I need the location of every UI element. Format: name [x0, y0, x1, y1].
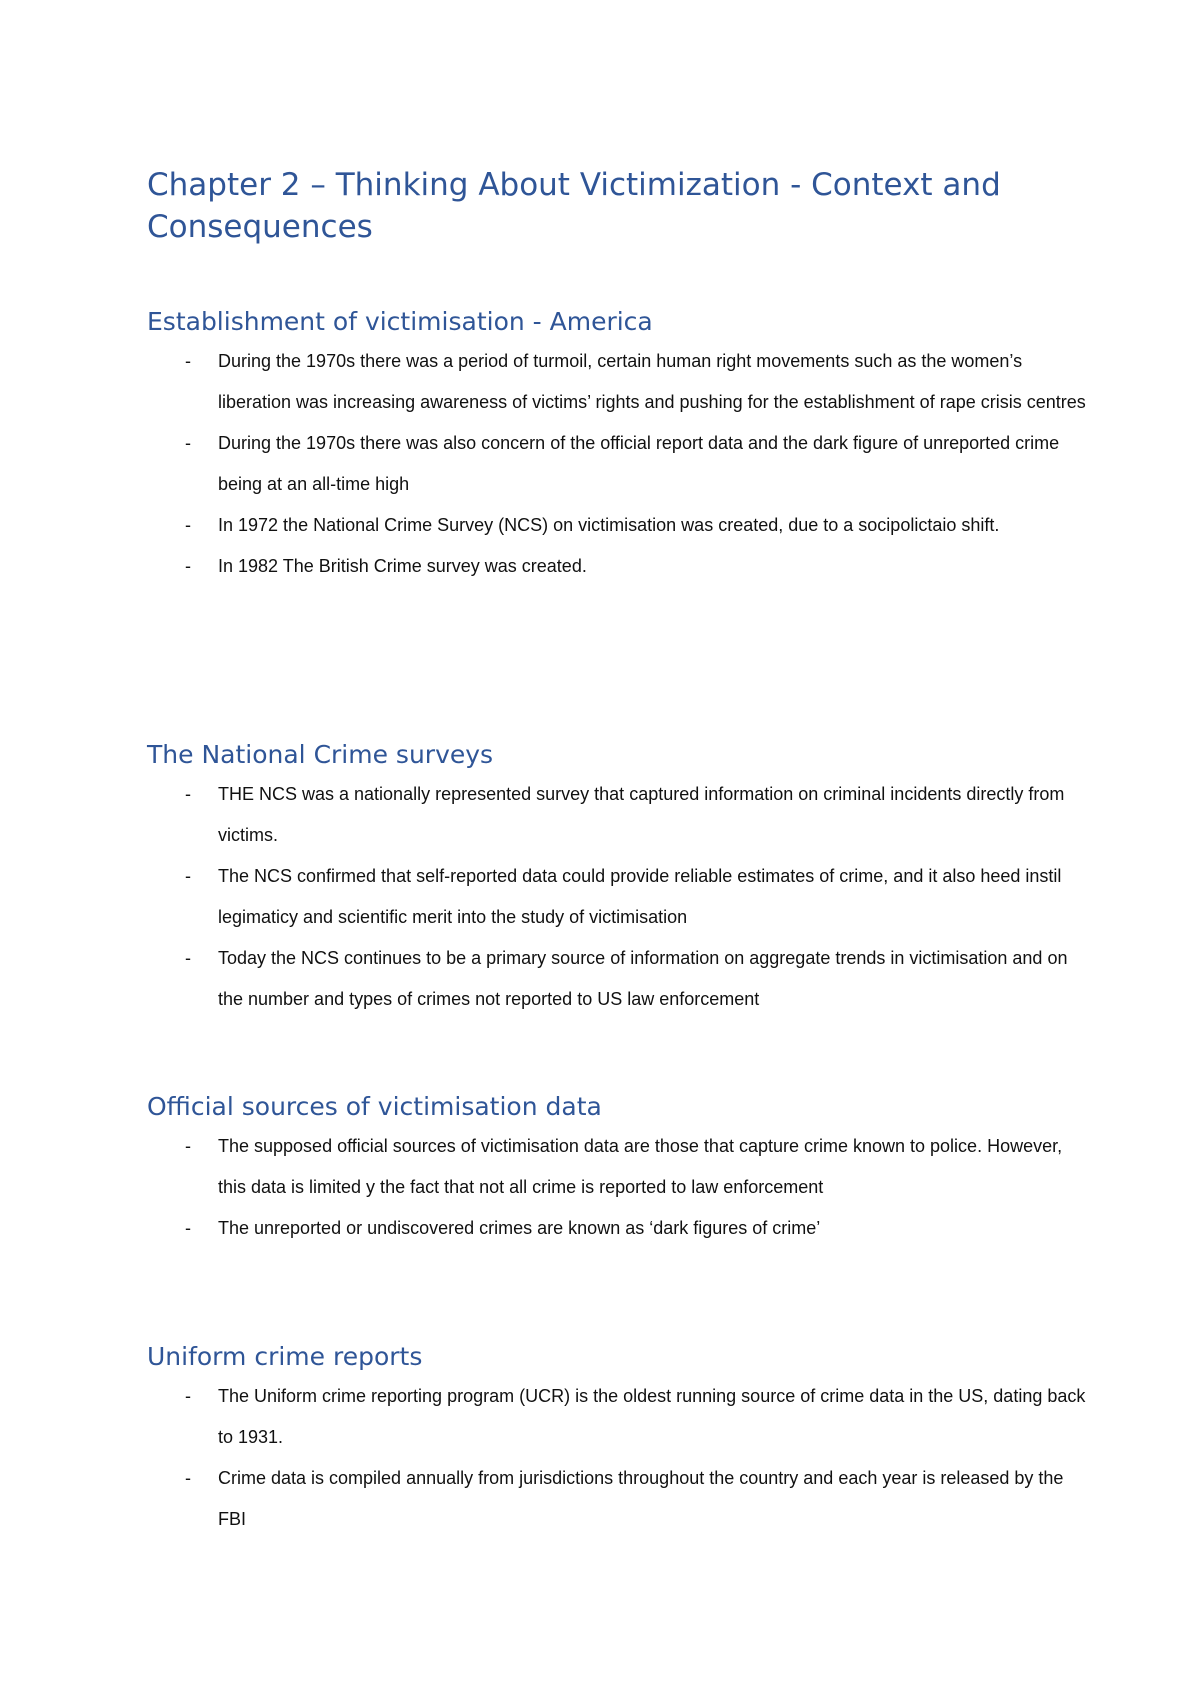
- bullet-text: During the 1970s there was also concern of the official report data and the dark figure of unreported crime being at an all-time high: [218, 433, 1060, 494]
- bullet-dash: -: [185, 351, 191, 371]
- bullet-text: THE NCS was a nationally represented survey that captured information on criminal incidents directly from victims.: [218, 784, 1065, 845]
- section-official-sources: [147, 1092, 1087, 1249]
- bullet-item: [147, 546, 1087, 587]
- bullet-text: In 1972 the National Crime Survey (NCS) on victimisation was created, due to a socipolictaio shift.: [218, 515, 1000, 535]
- bullet-list: [147, 774, 1087, 1020]
- bullet-text: In 1982 The British Crime survey was created.: [218, 556, 587, 576]
- bullet-item: [147, 341, 1087, 423]
- bullet-dash: -: [185, 866, 191, 886]
- bullet-text: During the 1970s there was a period of turmoil, certain human right movements such as the women’s liberation was increasing awareness of victims’ rights and pushing for the establishment of rape crisis centres: [218, 351, 1086, 412]
- bullet-text: The NCS confirmed that self-reported data could provide reliable estimates of crime, and it also heed instil legimaticy and scientific merit into the study of victimisation: [218, 866, 1062, 927]
- bullet-dash: -: [185, 1386, 191, 1406]
- section-heading: The National Crime surveys: [147, 740, 494, 769]
- bullet-item: [147, 1126, 1087, 1208]
- bullet-dash: -: [185, 1468, 191, 1488]
- section-uniform-crime-reports: [147, 1342, 1087, 1540]
- bullet-dash: -: [185, 1136, 191, 1156]
- bullet-item: [147, 1208, 1087, 1249]
- bullet-dash: -: [185, 1218, 191, 1238]
- bullet-list: [147, 1376, 1087, 1540]
- bullet-dash: -: [185, 515, 191, 535]
- bullet-dash: -: [185, 948, 191, 968]
- bullet-item: [147, 938, 1087, 1020]
- section-heading: Official sources of victimisation data: [147, 1092, 602, 1121]
- bullet-text: Today the NCS continues to be a primary source of information on aggregate trends in victimisation and on the number and types of crimes not reported to US law enforcement: [218, 948, 1068, 1009]
- bullet-dash: -: [185, 784, 191, 804]
- bullet-dash: -: [185, 556, 191, 576]
- bullet-item: [147, 1376, 1087, 1458]
- bullet-text: The Uniform crime reporting program (UCR) is the oldest running source of crime data in the US, dating back to 1931.: [218, 1386, 1086, 1447]
- bullet-item: [147, 423, 1087, 505]
- bullet-item: [147, 505, 1087, 546]
- bullet-item: [147, 1458, 1087, 1540]
- section-heading: Uniform crime reports: [147, 1342, 423, 1371]
- bullet-item: [147, 774, 1087, 856]
- section-heading: Establishment of victimisation - America: [147, 307, 653, 336]
- bullet-list: [147, 1126, 1087, 1249]
- bullet-dash: -: [185, 433, 191, 453]
- bullet-text: The supposed official sources of victimisation data are those that capture crime known to police. However, this data is limited y the fact that not all crime is reported to law enforcement: [218, 1136, 1063, 1197]
- page-title: Chapter 2 – Thinking About Victimization - Context and Consequences: [147, 167, 1001, 245]
- section-national-crime-surveys: [147, 740, 1087, 1020]
- bullet-list: [147, 341, 1087, 587]
- section-establishment-of-victimisation: [147, 307, 1087, 587]
- bullet-text: The unreported or undiscovered crimes are known as ‘dark figures of crime’: [218, 1218, 821, 1238]
- bullet-item: [147, 856, 1087, 938]
- bullet-text: Crime data is compiled annually from jurisdictions throughout the country and each year is released by the FBI: [218, 1468, 1064, 1529]
